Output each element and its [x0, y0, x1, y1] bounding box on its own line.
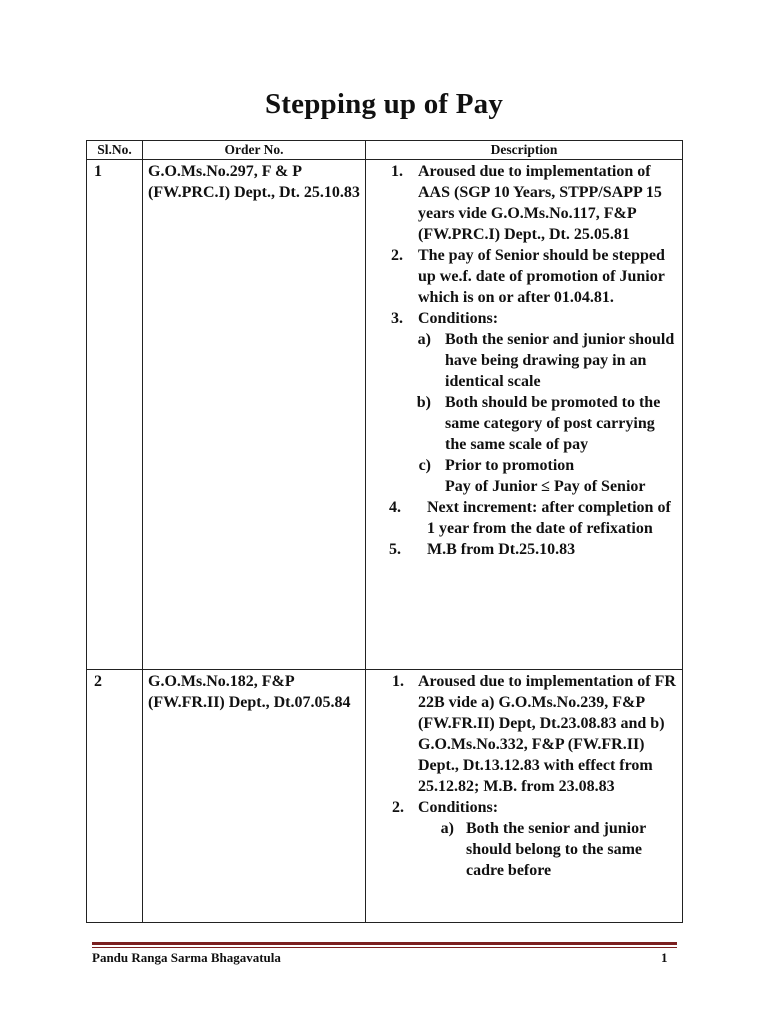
header-sl-no: Sl.No.	[87, 141, 143, 160]
page-title: Stepping up of Pay	[264, 88, 504, 120]
row-sl-no: 2	[87, 670, 143, 923]
sub-list-item	[366, 455, 678, 497]
item-number: 2.	[392, 799, 404, 816]
list-item	[366, 797, 678, 818]
item-letter: a)	[417, 331, 431, 348]
row-sl-no: 1	[87, 160, 143, 670]
item-text-condition: Pay of Junior ≤ Pay of Senior	[445, 478, 646, 495]
table-row	[87, 670, 683, 923]
stepping-up-table	[86, 140, 683, 923]
list-item	[366, 671, 678, 797]
item-text: Aroused due to implementation of FR 22B vide a) G.O.Ms.No.239, F&P (FW.FR.II) Dept, Dt.23.08.83 and b) G.O.Ms.No.332, F&P (FW.FR.II) Dept., Dt.13.12.83 with effect from 25.12.82; M.B. from 23.08.83	[418, 673, 676, 795]
list-item	[366, 161, 678, 245]
item-letter: b)	[416, 394, 431, 411]
sub-list-item	[366, 392, 678, 455]
list-item	[366, 245, 678, 308]
row-order-no: G.O.Ms.No.297, F & P (FW.PRC.I) Dept., Dt. 25.10.83	[143, 160, 366, 670]
footer-rule-thick	[92, 942, 677, 945]
table-header-row	[87, 141, 683, 160]
item-letter: c)	[418, 457, 431, 474]
row-order-no: G.O.Ms.No.182, F&P (FW.FR.II) Dept., Dt.07.05.84	[143, 670, 366, 923]
item-text: Conditions:	[418, 799, 499, 816]
item-text: Aroused due to implementation of AAS (SGP 10 Years, STPP/SAPP 15 years vide G.O.Ms.No.117, F&P (FW.PRC.I) Dept., Dt. 25.05.81	[418, 163, 662, 243]
item-number: 1.	[392, 673, 404, 690]
row-description	[366, 160, 683, 670]
item-number: 2.	[391, 247, 403, 264]
item-number: 3.	[391, 310, 403, 327]
item-text: Both the senior and junior should belong to the same cadre before	[466, 820, 646, 879]
list-item	[366, 497, 678, 539]
footer-rule-thin	[92, 947, 677, 948]
item-text: Next increment: after completion of 1 year from the date of refixation	[427, 499, 671, 537]
list-item	[366, 539, 678, 560]
sub-list-item	[366, 329, 678, 392]
footer-author: Pandu Ranga Sarma Bhagavatula	[92, 950, 281, 965]
item-text: The pay of Senior should be stepped up we.f. date of promotion of Junior which is on or after 01.04.81.	[418, 247, 665, 306]
item-number: 1.	[391, 163, 403, 180]
header-order-no: Order No.	[143, 141, 366, 160]
item-text: M.B from Dt.25.10.83	[427, 541, 576, 558]
sub-list-item	[366, 818, 678, 881]
item-text: Conditions:	[418, 310, 499, 327]
item-text: Prior to promotion	[445, 457, 575, 474]
item-text-block	[445, 455, 678, 497]
item-number: 4.	[389, 499, 401, 516]
page-number: 1	[661, 950, 668, 965]
header-description: Description	[366, 141, 683, 160]
item-text: Both the senior and junior should have being drawing pay in an identical scale	[445, 331, 675, 390]
item-text: Both should be promoted to the same category of post carrying the same scale of pay	[445, 394, 661, 453]
table-row	[87, 160, 683, 670]
item-letter: a)	[440, 820, 454, 837]
list-item	[366, 308, 678, 329]
item-number: 5.	[389, 541, 401, 558]
row-description	[366, 670, 683, 923]
